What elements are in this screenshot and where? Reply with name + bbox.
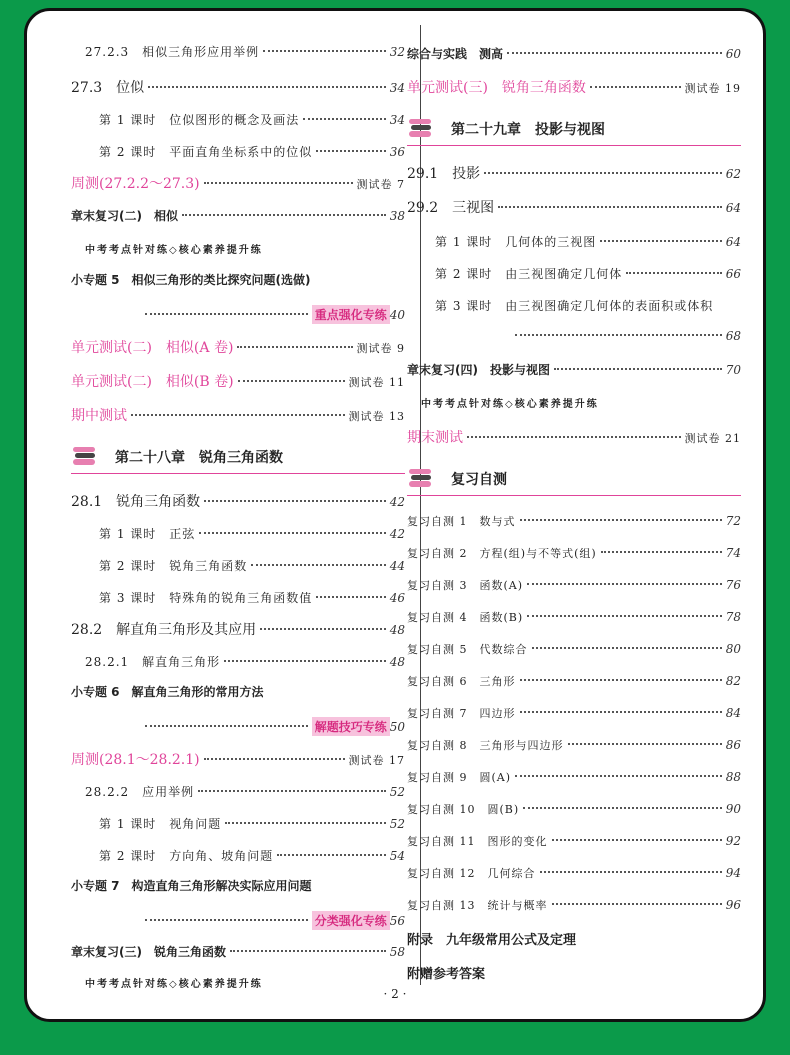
toc-entry[interactable] bbox=[71, 77, 405, 97]
page-number-ref: 68 bbox=[725, 329, 741, 343]
toc-entry-label: 第 3 课时 特殊角的锐角三角函数值 bbox=[99, 591, 313, 605]
toc-entry-label: 复习自测 7 四边形 bbox=[407, 707, 516, 720]
toc-entry[interactable] bbox=[407, 233, 741, 250]
toc-entry-label: 27.2.3 相似三角形应用举例 bbox=[85, 45, 260, 59]
test-paper-ref: 测试卷 17 bbox=[348, 754, 405, 767]
page-number-ref: 48 bbox=[389, 623, 405, 637]
practice-tag: 分类强化专练 bbox=[312, 911, 390, 930]
page-number-ref: 66 bbox=[725, 267, 741, 281]
dot-leader bbox=[568, 743, 722, 745]
toc-entry[interactable] bbox=[71, 207, 405, 224]
dot-leader bbox=[199, 532, 385, 534]
toc-entry[interactable] bbox=[407, 705, 741, 721]
toc-entry[interactable] bbox=[407, 737, 741, 753]
chapter-title: 第二十八章 锐角三角函数 bbox=[115, 450, 283, 466]
toc-entry[interactable] bbox=[407, 427, 741, 447]
dot-leader bbox=[148, 86, 386, 88]
page-number-ref: 46 bbox=[389, 591, 405, 605]
dot-leader bbox=[277, 854, 385, 856]
page-number-ref: 52 bbox=[389, 785, 405, 799]
dot-leader bbox=[515, 775, 722, 777]
dot-leader bbox=[540, 871, 722, 873]
toc-entry[interactable] bbox=[407, 801, 741, 817]
page-number-ref: 96 bbox=[725, 898, 741, 912]
toc-entry[interactable] bbox=[71, 337, 405, 357]
chapter-heading bbox=[407, 115, 741, 146]
toc-entry-label: 第 1 课时 视角问题 bbox=[99, 817, 222, 831]
toc-entry-label: 第 2 课时 锐角三角函数 bbox=[99, 559, 248, 573]
test-entry-label: 期末测试 bbox=[407, 430, 463, 446]
toc-entry-label: 29.2 三视图 bbox=[407, 200, 495, 216]
toc-entry bbox=[71, 683, 405, 700]
page-number-ref: 90 bbox=[725, 802, 741, 816]
toc-entry bbox=[407, 297, 741, 314]
toc-entry[interactable] bbox=[407, 577, 741, 593]
toc-entry-label: 第 2 课时 方向角、坡角问题 bbox=[99, 849, 274, 863]
toc-entry[interactable] bbox=[71, 491, 405, 511]
dot-leader bbox=[238, 380, 345, 382]
dot-leader bbox=[552, 903, 722, 905]
toc-entry-label: 复习自测 5 代数综合 bbox=[407, 643, 528, 656]
page-number-ref: 70 bbox=[725, 363, 741, 377]
chapter-heading bbox=[407, 465, 741, 496]
page-number-ref: 38 bbox=[389, 209, 405, 223]
toc-entry[interactable] bbox=[407, 609, 741, 625]
toc-entry-label: 复习自测 1 数与式 bbox=[407, 515, 516, 528]
toc-entry[interactable] bbox=[71, 911, 405, 930]
section-title: 第 3 课时 由三视图确定几何体的表面积或体积 bbox=[435, 299, 714, 313]
dot-leader bbox=[198, 790, 386, 792]
toc-page bbox=[24, 8, 766, 1022]
dot-leader bbox=[600, 240, 721, 242]
book-stack-icon bbox=[407, 117, 433, 139]
test-entry-label: 单元测试(三) 锐角三角函数 bbox=[407, 80, 586, 96]
page-number-ref: 74 bbox=[725, 546, 741, 560]
page-number-ref: 56 bbox=[389, 914, 405, 928]
toc-entry-label: 章末复习(三) 锐角三角函数 bbox=[71, 945, 226, 959]
book-stack-icon bbox=[71, 445, 97, 467]
dot-leader bbox=[523, 807, 722, 809]
toc-entry[interactable] bbox=[407, 197, 741, 217]
page-number-ref: 60 bbox=[725, 47, 741, 61]
page-number-ref: 64 bbox=[725, 235, 741, 249]
page-number-ref: 44 bbox=[389, 559, 405, 573]
dot-leader bbox=[303, 118, 385, 120]
dot-leader bbox=[182, 214, 386, 216]
dot-leader bbox=[225, 822, 385, 824]
toc-entry-label: 28.1 锐角三角函数 bbox=[71, 494, 201, 510]
page-number-ref: 92 bbox=[725, 834, 741, 848]
test-entry-label: 单元测试(二) 相似(A 卷) bbox=[71, 340, 234, 356]
book-stack-icon bbox=[407, 467, 433, 489]
toc-entry[interactable] bbox=[407, 897, 741, 913]
toc-entry[interactable] bbox=[71, 305, 405, 324]
dot-leader bbox=[552, 839, 722, 841]
toc-entry[interactable] bbox=[407, 265, 741, 282]
toc-entry-label: 综合与实践 测高 bbox=[407, 47, 504, 61]
toc-entry[interactable] bbox=[71, 557, 405, 574]
toc-entry-label: 第 1 课时 几何体的三视图 bbox=[435, 235, 597, 249]
toc-entry[interactable] bbox=[407, 769, 741, 785]
toc-entry bbox=[407, 963, 741, 982]
dot-leader bbox=[204, 500, 386, 502]
page-number-ref: 76 bbox=[725, 578, 741, 592]
toc-entry[interactable] bbox=[71, 717, 405, 736]
test-paper-ref: 测试卷 7 bbox=[356, 178, 405, 191]
page-number-ref: 80 bbox=[725, 642, 741, 656]
toc-entry-label: 复习自测 4 函数(B) bbox=[407, 611, 524, 624]
toc-entry[interactable] bbox=[71, 173, 405, 193]
toc-entry-label: 复习自测 3 函数(A) bbox=[407, 579, 524, 592]
dot-leader bbox=[251, 564, 385, 566]
page-number-ref: 32 bbox=[389, 45, 405, 59]
dot-leader bbox=[520, 711, 722, 713]
dot-leader bbox=[498, 206, 722, 208]
toc-entry[interactable] bbox=[71, 405, 405, 425]
page-number-ref: 62 bbox=[725, 167, 741, 181]
toc-entry-label: 第 2 课时 平面直角坐标系中的位似 bbox=[99, 145, 313, 159]
page-number-ref: 94 bbox=[725, 866, 741, 880]
dot-leader bbox=[554, 368, 722, 370]
dot-leader bbox=[237, 346, 352, 348]
page-number: · 2 · bbox=[383, 987, 407, 1001]
toc-entry[interactable] bbox=[71, 525, 405, 542]
toc-entry bbox=[407, 929, 741, 948]
test-paper-ref: 测试卷 9 bbox=[356, 342, 405, 355]
section-title: 附赠参考答案 bbox=[407, 967, 486, 982]
dot-leader bbox=[590, 86, 681, 88]
practice-tag: 解题技巧专练 bbox=[312, 717, 390, 736]
toc-entry[interactable] bbox=[71, 43, 405, 60]
toc-entry-label: 复习自测 13 统计与概率 bbox=[407, 899, 548, 912]
page-number-ref: 34 bbox=[389, 113, 405, 127]
toc-entry[interactable] bbox=[71, 371, 405, 391]
section-title: 小专题 6 解直角三角形的常用方法 bbox=[71, 685, 264, 699]
toc-entry[interactable] bbox=[407, 163, 741, 183]
toc-entry-label: 复习自测 6 三角形 bbox=[407, 675, 516, 688]
dot-leader bbox=[520, 679, 722, 681]
toc-entry-label: 复习自测 2 方程(组)与不等式(组) bbox=[407, 547, 597, 560]
toc-entry-label: 27.3 位似 bbox=[71, 80, 145, 96]
toc-entry-label: 复习自测 8 三角形与四边形 bbox=[407, 739, 564, 752]
toc-entry-label: 章末复习(四) 投影与视图 bbox=[407, 363, 550, 377]
page-number-ref: 42 bbox=[389, 527, 405, 541]
dot-leader bbox=[260, 628, 386, 630]
toc-entry[interactable] bbox=[407, 45, 741, 62]
dot-leader bbox=[520, 519, 722, 521]
toc-entry[interactable] bbox=[407, 77, 741, 97]
dot-leader bbox=[527, 615, 722, 617]
toc-entry[interactable] bbox=[407, 361, 741, 378]
toc-entry[interactable] bbox=[71, 749, 405, 769]
toc-entry-label: 28.2 解直角三角形及其应用 bbox=[71, 622, 257, 638]
core-practice-label: 中考考点针对练◇核心素养提升练 bbox=[421, 399, 599, 410]
dot-leader bbox=[204, 758, 345, 760]
page-number-ref: 82 bbox=[725, 674, 741, 688]
toc-entry[interactable] bbox=[71, 619, 405, 639]
section-title: 附录 九年级常用公式及定理 bbox=[407, 933, 577, 948]
dot-leader bbox=[145, 919, 308, 921]
dot-leader bbox=[145, 725, 308, 727]
core-practice-label: 中考考点针对练◇核心素养提升练 bbox=[85, 979, 263, 990]
dot-leader bbox=[316, 150, 385, 152]
toc-entry[interactable] bbox=[407, 545, 741, 561]
test-paper-ref: 测试卷 19 bbox=[684, 82, 741, 95]
chapter-title: 第二十九章 投影与视图 bbox=[451, 122, 605, 138]
page-number-ref: 52 bbox=[389, 817, 405, 831]
toc-entry[interactable] bbox=[407, 513, 741, 529]
toc-entry[interactable] bbox=[71, 847, 405, 864]
dot-leader bbox=[527, 583, 722, 585]
toc-entry[interactable] bbox=[407, 329, 741, 343]
toc-entry bbox=[71, 271, 405, 288]
dot-leader bbox=[316, 596, 385, 598]
test-paper-ref: 测试卷 11 bbox=[348, 376, 405, 389]
toc-entry-label: 复习自测 11 图形的变化 bbox=[407, 835, 548, 848]
dot-leader bbox=[626, 272, 721, 274]
dot-leader bbox=[532, 647, 722, 649]
page-number-ref: 86 bbox=[725, 738, 741, 752]
toc-entry[interactable] bbox=[71, 943, 405, 960]
core-practice-label: 中考考点针对练◇核心素养提升练 bbox=[85, 245, 263, 256]
toc-entry-label: 29.1 投影 bbox=[407, 166, 481, 182]
page-number-ref: 42 bbox=[389, 495, 405, 509]
toc-entry[interactable] bbox=[71, 815, 405, 832]
dot-leader bbox=[515, 334, 722, 336]
dot-leader bbox=[467, 436, 681, 438]
page-number-ref: 40 bbox=[389, 308, 405, 322]
dot-leader bbox=[230, 950, 386, 952]
toc-entry-label: 第 2 课时 由三视图确定几何体 bbox=[435, 267, 623, 281]
core-practice-note bbox=[407, 395, 741, 410]
toc-entry[interactable] bbox=[71, 783, 405, 800]
page-number-ref: 84 bbox=[725, 706, 741, 720]
page-number-ref: 58 bbox=[389, 945, 405, 959]
page-number-ref: 36 bbox=[389, 145, 405, 159]
toc-entry-label: 复习自测 12 几何综合 bbox=[407, 867, 536, 880]
page-number-ref: 88 bbox=[725, 770, 741, 784]
test-paper-ref: 测试卷 13 bbox=[348, 410, 405, 423]
toc-entry-label: 第 1 课时 位似图形的概念及画法 bbox=[99, 113, 300, 127]
toc-entry-label: 复习自测 9 圆(A) bbox=[407, 771, 512, 784]
toc-entry[interactable] bbox=[71, 653, 405, 670]
page-number-ref: 34 bbox=[389, 81, 405, 95]
section-title: 小专题 5 相似三角形的类比探究问题(选做) bbox=[71, 273, 311, 287]
toc-entry-label: 第 1 课时 正弦 bbox=[99, 527, 196, 541]
toc-entry bbox=[71, 877, 405, 894]
toc-entry-label: 复习自测 10 圆(B) bbox=[407, 803, 520, 816]
toc-entry[interactable] bbox=[407, 833, 741, 849]
section-title: 小专题 7 构造直角三角形解决实际应用问题 bbox=[71, 879, 312, 893]
dot-leader bbox=[131, 414, 345, 416]
chapter-heading bbox=[71, 443, 405, 474]
chapter-title: 复习自测 bbox=[451, 472, 507, 488]
toc-entry[interactable] bbox=[71, 111, 405, 128]
toc-entry[interactable] bbox=[407, 673, 741, 689]
dot-leader bbox=[145, 313, 308, 315]
test-entry-label: 周测(28.1～28.2.1) bbox=[71, 752, 200, 768]
toc-entry[interactable] bbox=[71, 143, 405, 160]
page-number-ref: 78 bbox=[725, 610, 741, 624]
core-practice-note bbox=[71, 241, 405, 256]
page-number-ref: 48 bbox=[389, 655, 405, 669]
toc-entry-label: 28.2.1 解直角三角形 bbox=[85, 655, 221, 669]
practice-tag: 重点强化专练 bbox=[312, 305, 390, 324]
test-entry-label: 期中测试 bbox=[71, 408, 127, 424]
page-number-ref: 54 bbox=[389, 849, 405, 863]
toc-entry[interactable] bbox=[407, 641, 741, 657]
dot-leader bbox=[484, 172, 722, 174]
test-entry-label: 周测(27.2.2～27.3) bbox=[71, 176, 200, 192]
test-entry-label: 单元测试(二) 相似(B 卷) bbox=[71, 374, 234, 390]
test-paper-ref: 测试卷 21 bbox=[684, 432, 741, 445]
dot-leader bbox=[263, 50, 386, 52]
toc-entry-label: 28.2.2 应用举例 bbox=[85, 785, 195, 799]
dot-leader bbox=[601, 551, 722, 553]
dot-leader bbox=[204, 182, 353, 184]
page-number-ref: 64 bbox=[725, 201, 741, 215]
dot-leader bbox=[507, 52, 722, 54]
toc-entry[interactable] bbox=[407, 865, 741, 881]
dot-leader bbox=[224, 660, 386, 662]
toc-entry[interactable] bbox=[71, 589, 405, 606]
page-number-ref: 72 bbox=[725, 514, 741, 528]
page-number-ref: 50 bbox=[389, 720, 405, 734]
toc-entry-label: 章末复习(二) 相似 bbox=[71, 209, 178, 223]
